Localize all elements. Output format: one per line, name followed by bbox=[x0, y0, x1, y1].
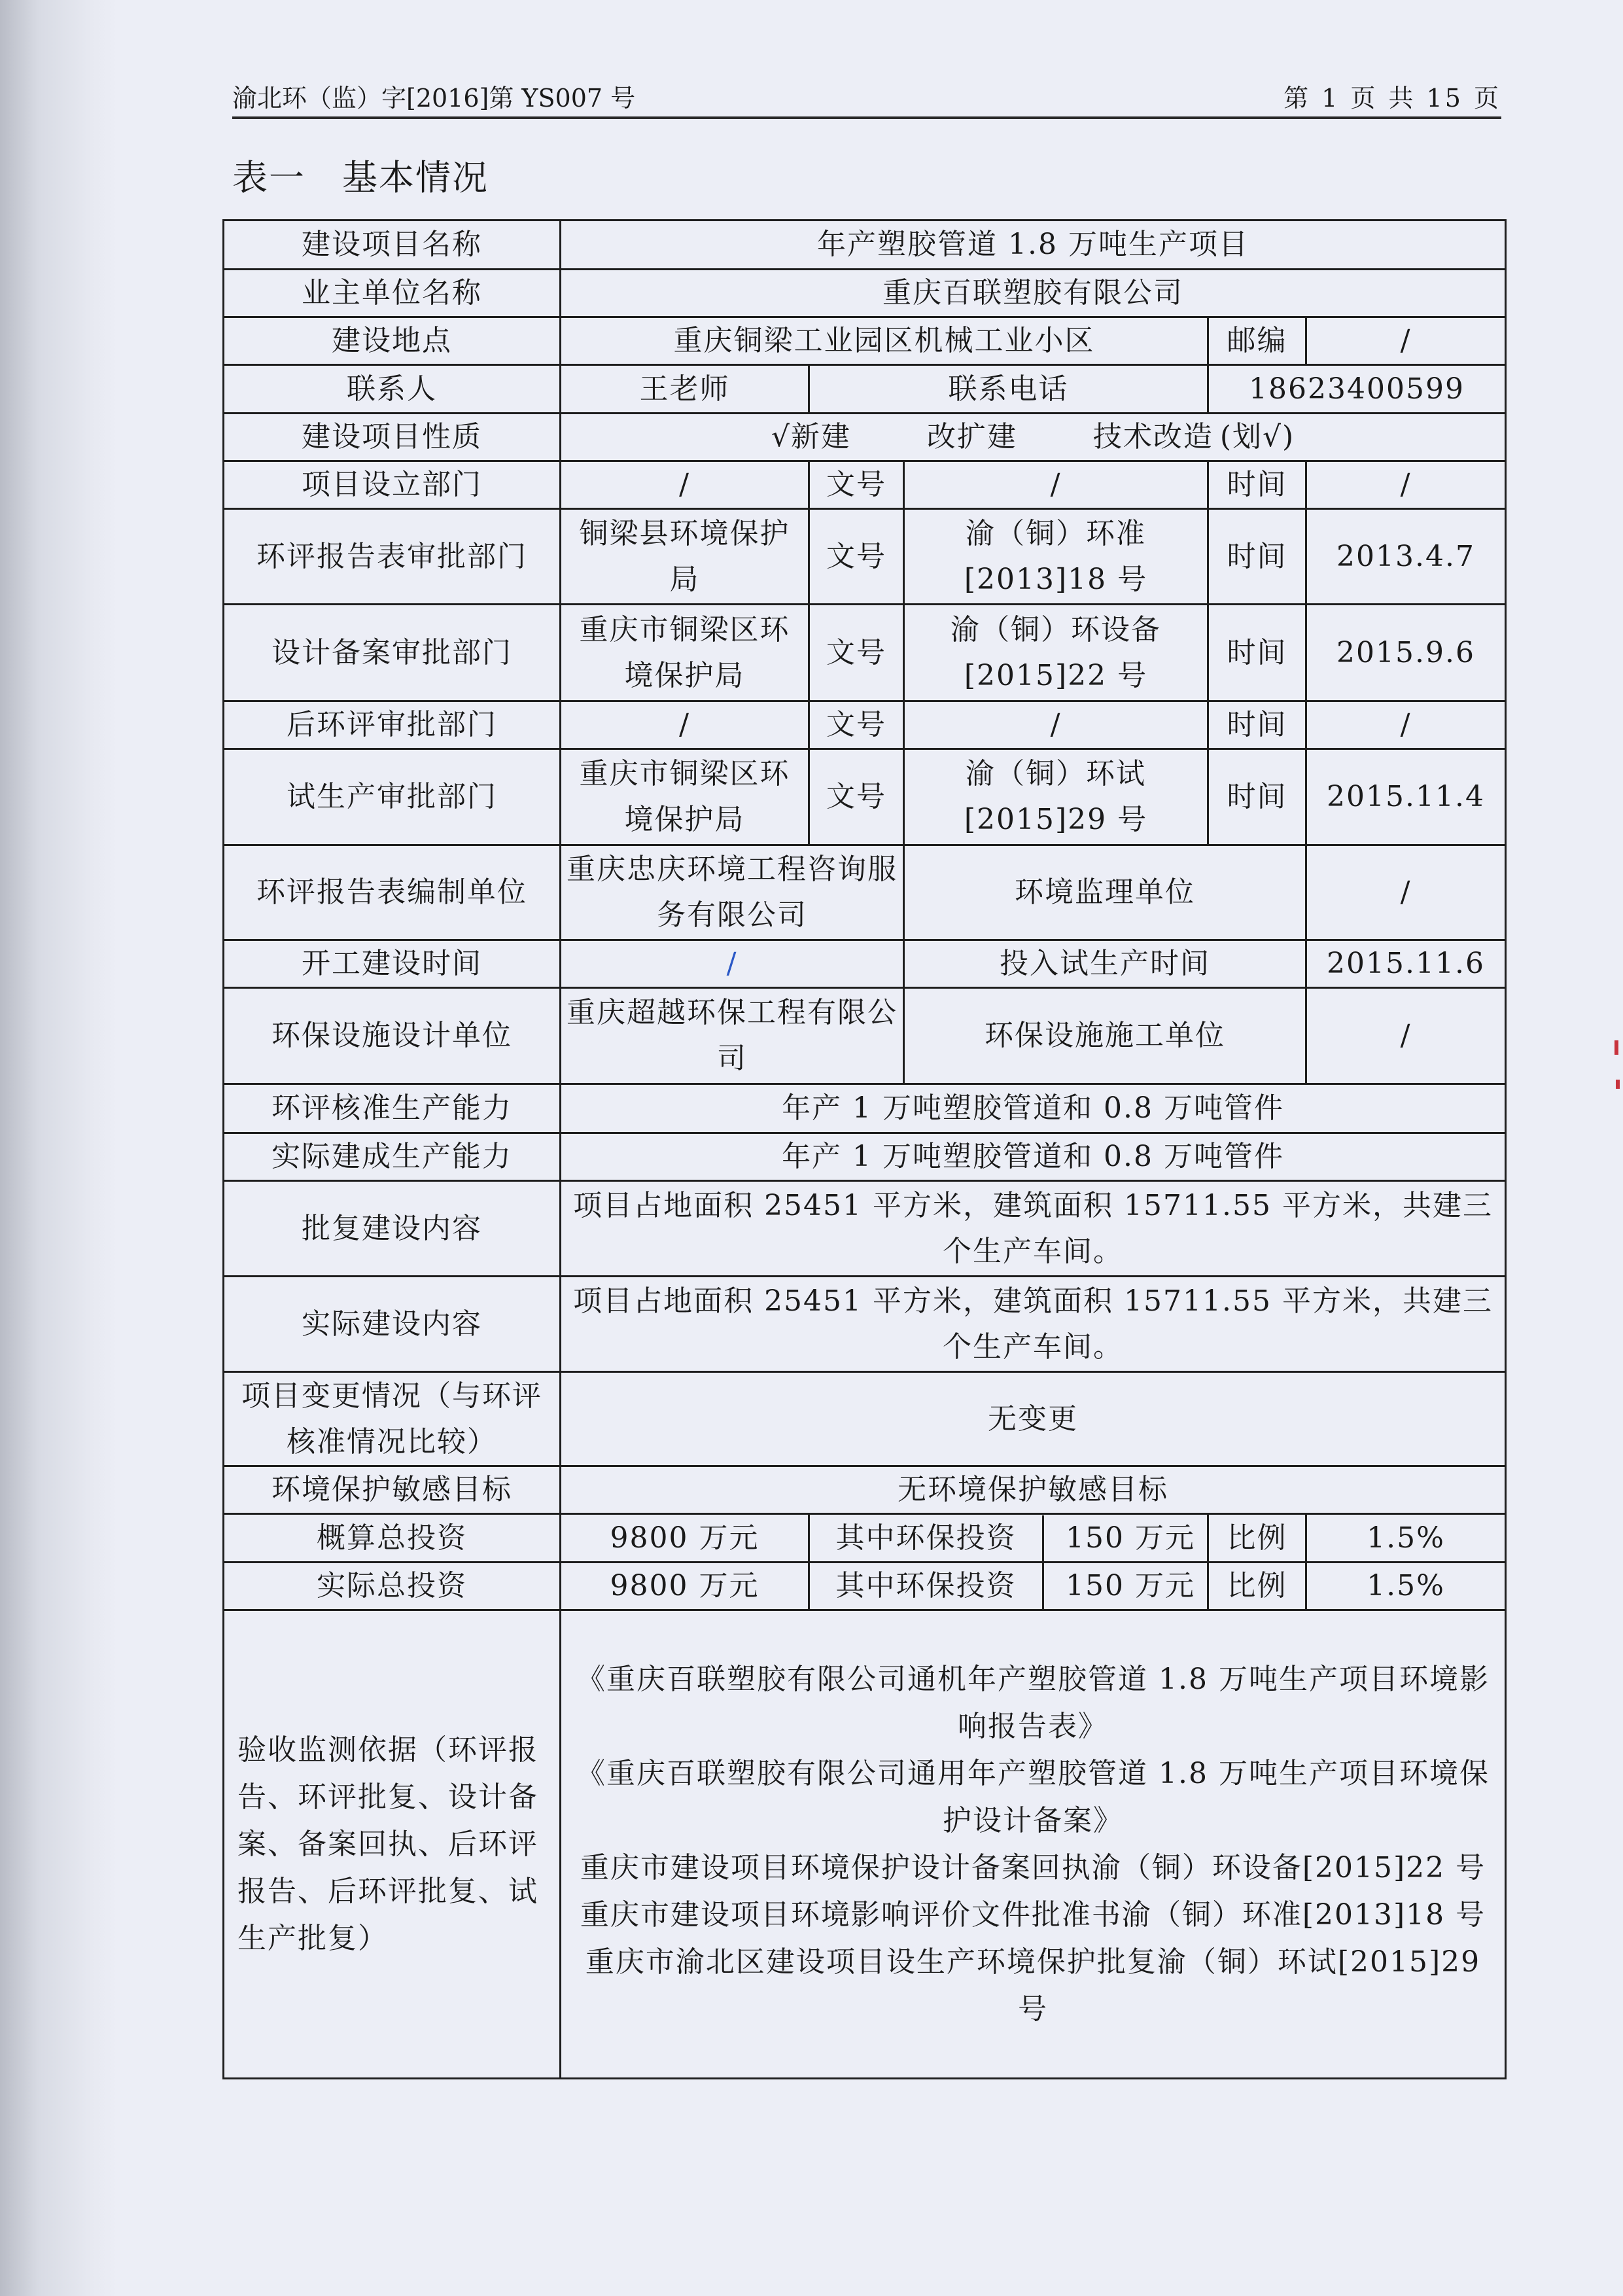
scan-edge-shadow bbox=[0, 0, 118, 2296]
location-value: 重庆铜梁工业园区机械工业小区 bbox=[561, 317, 1208, 365]
budget-env-cell bbox=[809, 1514, 1208, 1563]
table-row bbox=[224, 988, 1506, 1084]
start-time-label: 开工建设时间 bbox=[224, 940, 561, 988]
table-row bbox=[224, 605, 1506, 701]
changes-value: 无变更 bbox=[561, 1372, 1506, 1466]
table-row bbox=[224, 1133, 1506, 1181]
table-row bbox=[224, 1514, 1506, 1563]
actual-content-value: 项目占地面积 25451 平方米，建筑面积 15711.55 平方米，共建三个生产车间。 bbox=[561, 1277, 1506, 1372]
table-row bbox=[224, 1610, 1506, 2079]
table-row bbox=[224, 1084, 1506, 1133]
approval-doc-no: / bbox=[904, 701, 1208, 749]
supervisor-label: 环境监理单位 bbox=[904, 845, 1306, 940]
actual-content-label: 实际建设内容 bbox=[224, 1277, 561, 1372]
contact-label: 联系人 bbox=[224, 365, 561, 414]
owner-label: 业主单位名称 bbox=[224, 270, 561, 317]
zip-label: 邮编 bbox=[1208, 317, 1306, 365]
actual-capacity-value: 年产 1 万吨塑胶管道和 0.8 万吨管件 bbox=[561, 1133, 1506, 1181]
eia-compiler-value: 重庆忠庆环境工程咨询服务有限公司 bbox=[561, 845, 904, 940]
nature-note: (划√) bbox=[1219, 420, 1295, 453]
header-divider bbox=[232, 116, 1501, 119]
approval-doc-no: 渝（铜）环试[2015]29 号 bbox=[904, 749, 1208, 845]
table-row bbox=[224, 461, 1506, 509]
approval-doc-no: / bbox=[904, 461, 1208, 509]
approved-capacity-value: 年产 1 万吨塑胶管道和 0.8 万吨管件 bbox=[561, 1084, 1506, 1133]
sensitive-targets-label: 环境保护敏感目标 bbox=[224, 1466, 561, 1514]
budget-env-value: 150 万元 bbox=[1066, 1521, 1195, 1555]
basis-item: 重庆市建设项目环境保护设计备案回执渝（铜）环设备[2015]22 号 bbox=[580, 1850, 1486, 1884]
approval-doc-no: 渝（铜）环准[2013]18 号 bbox=[904, 509, 1208, 605]
approval-time: 2013.4.7 bbox=[1306, 509, 1506, 605]
approval-time: 2015.11.4 bbox=[1306, 749, 1506, 845]
table-row bbox=[224, 270, 1506, 317]
approval-dept: 重庆市铜梁区环境保护局 bbox=[561, 605, 809, 701]
nature-option-tech: 技术改造 bbox=[1092, 420, 1213, 453]
table-row bbox=[224, 317, 1506, 365]
table-row bbox=[224, 940, 1506, 988]
basic-info-table bbox=[222, 219, 1507, 2079]
document-number: 渝北环（监）字[2016]第 YS007 号 bbox=[232, 84, 636, 113]
nature-options bbox=[561, 414, 1506, 461]
location-label: 建设地点 bbox=[224, 317, 561, 365]
supervisor-value: / bbox=[1306, 845, 1506, 940]
monitoring-basis-label: 验收监测依据（环评报告、环评批复、设计备案、备案回执、后环评报告、后环评批复、试生产批复） bbox=[224, 1610, 561, 2079]
approval-label: 设计备案审批部门 bbox=[224, 605, 561, 701]
table-row bbox=[224, 749, 1506, 845]
approval-dept: / bbox=[561, 461, 809, 509]
nature-label: 建设项目性质 bbox=[224, 414, 561, 461]
approval-time: / bbox=[1306, 701, 1506, 749]
project-name-label: 建设项目名称 bbox=[224, 221, 561, 270]
section-title: 表一 基本情况 bbox=[232, 157, 489, 198]
trial-time-value: 2015.11.6 bbox=[1306, 940, 1506, 988]
sensitive-targets-value: 无环境保护敏感目标 bbox=[561, 1466, 1506, 1514]
page-header bbox=[232, 79, 1501, 118]
approval-time-label: 时间 bbox=[1208, 461, 1306, 509]
approval-time-label: 时间 bbox=[1208, 509, 1306, 605]
budget-total: 9800 万元 bbox=[561, 1514, 809, 1563]
approval-time-label: 时间 bbox=[1208, 701, 1306, 749]
approval-label: 项目设立部门 bbox=[224, 461, 561, 509]
approval-dept: / bbox=[561, 701, 809, 749]
actual-capacity-label: 实际建成生产能力 bbox=[224, 1133, 561, 1181]
budget-env-label: 其中环保投资 bbox=[810, 1515, 1044, 1561]
scan-mark bbox=[1616, 1080, 1620, 1089]
budget-investment-label: 概算总投资 bbox=[224, 1514, 561, 1563]
table-row bbox=[224, 509, 1506, 605]
phone-label: 联系电话 bbox=[809, 365, 1208, 414]
approval-doc-label: 文号 bbox=[809, 605, 904, 701]
table-row bbox=[224, 1277, 1506, 1372]
approval-time-label: 时间 bbox=[1208, 605, 1306, 701]
basis-item: 《重庆百联塑胶有限公司通机年产塑胶管道 1.8 万吨生产项目环境影响报告表》 bbox=[576, 1662, 1490, 1743]
page-info: 第 1 页 共 15 页 bbox=[1283, 84, 1501, 113]
approval-doc-label: 文号 bbox=[809, 509, 904, 605]
table-row bbox=[224, 701, 1506, 749]
actual-env-label: 其中环保投资 bbox=[810, 1563, 1044, 1609]
actual-ratio: 1.5% bbox=[1306, 1563, 1506, 1610]
table-row bbox=[224, 845, 1506, 940]
approval-label: 后环评审批部门 bbox=[224, 701, 561, 749]
approval-label: 环评报告表审批部门 bbox=[224, 509, 561, 605]
facility-builder-value: / bbox=[1306, 988, 1506, 1084]
facility-design-value: 重庆超越环保工程有限公司 bbox=[561, 988, 904, 1084]
trial-time-label: 投入试生产时间 bbox=[904, 940, 1306, 988]
approval-doc-label: 文号 bbox=[809, 461, 904, 509]
actual-env-cell bbox=[809, 1563, 1208, 1610]
eia-compiler-label: 环评报告表编制单位 bbox=[224, 845, 561, 940]
contact-value: 王老师 bbox=[561, 365, 809, 414]
zip-value: / bbox=[1306, 317, 1506, 365]
table-row bbox=[224, 414, 1506, 461]
approved-capacity-label: 环评核准生产能力 bbox=[224, 1084, 561, 1133]
changes-label: 项目变更情况（与环评核准情况比较） bbox=[224, 1372, 561, 1466]
facility-builder-label: 环保设施施工单位 bbox=[904, 988, 1306, 1084]
nature-option-new: √新建 bbox=[771, 420, 851, 453]
actual-env-value: 150 万元 bbox=[1066, 1569, 1195, 1602]
budget-ratio: 1.5% bbox=[1306, 1514, 1506, 1563]
approval-doc-no: 渝（铜）环设备[2015]22 号 bbox=[904, 605, 1208, 701]
scan-mark bbox=[1614, 1040, 1618, 1055]
approval-doc-label: 文号 bbox=[809, 749, 904, 845]
basis-item: 重庆市渝北区建设项目设生产环境保护批复渝（铜）环试[2015]29 号 bbox=[585, 1945, 1481, 2026]
approval-time-label: 时间 bbox=[1208, 749, 1306, 845]
budget-ratio-label: 比例 bbox=[1208, 1514, 1306, 1563]
project-name-value: 年产塑胶管道 1.8 万吨生产项目 bbox=[561, 221, 1506, 270]
owner-value: 重庆百联塑胶有限公司 bbox=[561, 270, 1506, 317]
table-row bbox=[224, 1466, 1506, 1514]
approved-content-value: 项目占地面积 25451 平方米，建筑面积 15711.55 平方米，共建三个生产车间。 bbox=[561, 1181, 1506, 1277]
basis-item: 重庆市建设项目环境影响评价文件批准书渝（铜）环准[2013]18 号 bbox=[580, 1898, 1486, 1932]
table-row bbox=[224, 1563, 1506, 1610]
actual-investment-label: 实际总投资 bbox=[224, 1563, 561, 1610]
facility-design-label: 环保设施设计单位 bbox=[224, 988, 561, 1084]
basis-item: 《重庆百联塑胶有限公司通用年产塑胶管道 1.8 万吨生产项目环境保护设计备案》 bbox=[576, 1756, 1490, 1837]
approval-label: 试生产审批部门 bbox=[224, 749, 561, 845]
start-time-value: / bbox=[561, 940, 904, 988]
table-row bbox=[224, 1181, 1506, 1277]
approval-doc-label: 文号 bbox=[809, 701, 904, 749]
actual-ratio-label: 比例 bbox=[1208, 1563, 1306, 1610]
nature-option-expand: 改扩建 bbox=[926, 420, 1017, 453]
approval-time: / bbox=[1306, 461, 1506, 509]
phone-value: 18623400599 bbox=[1208, 365, 1506, 414]
approved-content-label: 批复建设内容 bbox=[224, 1181, 561, 1277]
table-row bbox=[224, 221, 1506, 270]
monitoring-basis-list bbox=[561, 1610, 1506, 2079]
table-row bbox=[224, 1372, 1506, 1466]
actual-total: 9800 万元 bbox=[561, 1563, 809, 1610]
table-row bbox=[224, 365, 1506, 414]
approval-time: 2015.9.6 bbox=[1306, 605, 1506, 701]
approval-dept: 铜梁县环境保护局 bbox=[561, 509, 809, 605]
approval-dept: 重庆市铜梁区环境保护局 bbox=[561, 749, 809, 845]
